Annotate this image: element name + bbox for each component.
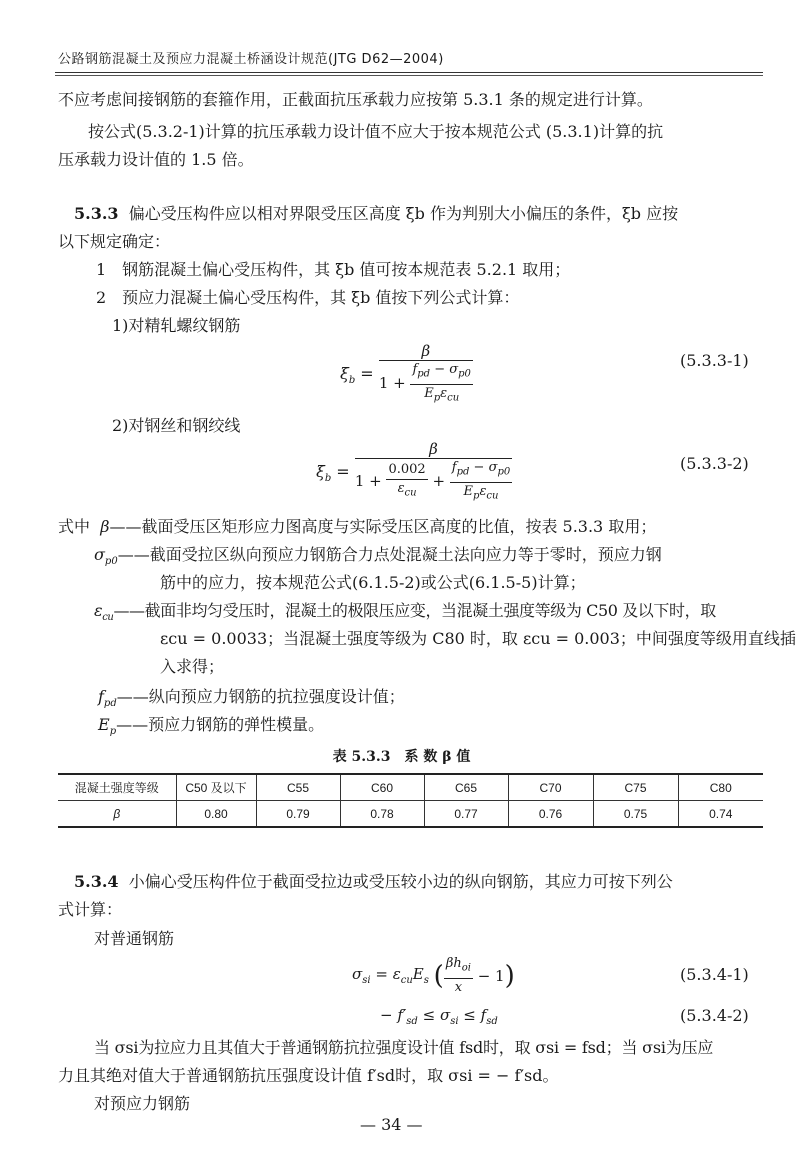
header-rule — [55, 75, 763, 76]
paragraph-line: 按公式(5.3.2-1)计算的抗压承载力设计值不应大于按本规范公式 (5.3.1)计算的抗 — [88, 122, 664, 141]
equation-number: (5.3.4-1) — [680, 965, 749, 984]
table-header-cell: C65 — [424, 774, 508, 801]
clause-text: 小偏心受压构件位于截面受拉边或受压较小边的纵向钢筋，其应力可按下列公 — [128, 872, 673, 891]
definition-line: 式中 β——截面受压区矩形应力图高度与实际受压区高度的比值，按表 5.3.3 取用； — [58, 517, 657, 536]
table-cell: 0.79 — [256, 801, 340, 828]
table-header-cell: C50 及以下 — [176, 774, 256, 801]
equation-number: (5.3.3-2) — [680, 454, 749, 473]
definition-text: ——截面非均匀受压时，混凝土的极限压应变，当混凝土强度等级为 C50 及以下时，取 — [113, 601, 716, 620]
table-cell: 0.80 — [176, 801, 256, 828]
formula-5-3-3-1: $\xi_b$ = β 1 + $\frac{f_{pd} - \sigma_{p0}}{E_p\varepsilon_{cu}}$ — [340, 342, 471, 404]
clause-number: 5.3.4 — [74, 872, 119, 891]
definition-line: $\varepsilon_{cu}——$截面非均匀受压时，混凝土的极限压应变，当混凝土强度等级为 C50 及以下时，取 — [94, 601, 716, 624]
paragraph-line: 不应考虑间接钢筋的套箍作用，正截面抗压承载力应按第 5.3.1 条的规定进行计算。 — [58, 90, 653, 109]
formula-5-3-3-2: $\xi_b$ = β 1 + $\frac{0.002}{\varepsilon_{cu}}$ + $\frac{f_{pd} - \sigma_{p0}}{E_p\varepsilon_{cu}}$ — [316, 440, 511, 502]
paragraph-line: 力且其绝对值大于普通钢筋抗压强度设计值 f′sd时，取 σsi = − f′sd。 — [58, 1066, 559, 1085]
table-header-cell: C75 — [593, 774, 678, 801]
paragraph-line: 式计算： — [58, 900, 123, 919]
formula-5-3-4-2: − $f'_{sd} \le \sigma_{si} \le f_{sd}$ — [380, 1006, 498, 1027]
sub-item: 对普通钢筋 — [94, 929, 175, 948]
sub-item: 对预应力钢筋 — [94, 1094, 191, 1113]
table-header-row — [58, 774, 763, 801]
table-header-cell: C60 — [340, 774, 424, 801]
definition-prefix: 式中 — [58, 517, 91, 536]
paragraph-line: 当 σsi为拉应力且其值大于普通钢筋抗拉强度设计值 fsd时，取 σsi = fsd；当 σsi为压应 — [94, 1038, 714, 1057]
list-item: 2 预应力混凝土偏心受压构件，其 ξb 值按下列公式计算： — [96, 288, 520, 307]
definition-text: ——纵向预应力钢筋的抗拉强度设计值； — [116, 687, 405, 706]
clause-5-3-4-line — [74, 868, 673, 896]
table-cell: 0.74 — [678, 801, 763, 828]
paragraph-line: 以下规定确定： — [58, 232, 171, 251]
definition-line: $E_p——$预应力钢筋的弹性模量。 — [98, 715, 325, 738]
definition-line: $\sigma_{p0}——$截面受拉区纵向预应力钢筋合力点处混凝土法向应力等于零时，预应力钢 — [94, 545, 662, 568]
page-number: — 34 — — [360, 1115, 423, 1134]
table-header-cell: C80 — [678, 774, 763, 801]
table-header-cell: C55 — [256, 774, 340, 801]
clause-5-3-3-line — [74, 200, 678, 228]
definition-line: $f_{pd}——$纵向预应力钢筋的抗拉强度设计值； — [98, 687, 405, 710]
table-cell: 0.76 — [508, 801, 593, 828]
list-item: 1 钢筋混凝土偏心受压构件，其 ξb 值可按本规范表 5.2.1 取用； — [96, 260, 571, 279]
equation-number: (5.3.4-2) — [680, 1006, 749, 1025]
definition-line: εcu = 0.0033；当混凝土强度等级为 C80 时，取 εcu = 0.003；中间强度等级用直线插 — [160, 629, 796, 648]
definition-text: ——截面受压区矩形应力图高度与实际受压区高度的比值，按表 5.3.3 取用； — [109, 517, 657, 536]
running-header: 公路钢筋混凝土及预应力混凝土桥涵设计规范(JTG D62—2004) — [58, 52, 444, 67]
table-cell: 0.75 — [593, 801, 678, 828]
sub-item: 2)对钢丝和钢绞线 — [112, 416, 241, 435]
definition-text: ——预应力钢筋的弹性模量。 — [116, 715, 325, 734]
table-header-cell: 混凝土强度等级 — [58, 774, 176, 801]
header-rule — [55, 72, 763, 73]
sub-item: 1)对精轧螺纹钢筋 — [112, 316, 241, 335]
clause-text: 偏心受压构件应以相对界限受压区高度 ξb 作为判别大小偏压的条件，ξb 应按 — [128, 204, 679, 223]
definition-text: ——截面受拉区纵向预应力钢筋合力点处混凝土法向应力等于零时，预应力钢 — [117, 545, 662, 564]
table-cell: 0.77 — [424, 801, 508, 828]
beta-coefficient-table — [58, 773, 763, 828]
clause-number: 5.3.3 — [74, 204, 119, 223]
table-row — [58, 801, 763, 828]
formula-5-3-4-1: $\sigma_{si} = \varepsilon_{cu}E_s$ ( $\frac{\beta h_{oi}}{x}$ − 1) — [352, 956, 515, 995]
definition-line: 筋中的应力，按本规范公式(6.1.5-2)或公式(6.1.5-5)计算； — [160, 573, 586, 592]
table-cell: β — [58, 801, 176, 828]
table-cell: 0.78 — [340, 801, 424, 828]
definition-line: 入求得； — [160, 657, 225, 676]
table-caption: 表 5.3.3 系 数 β 值 — [332, 749, 471, 765]
equation-number: (5.3.3-1) — [680, 351, 749, 370]
table-header-cell: C70 — [508, 774, 593, 801]
paragraph-line: 压承载力设计值的 1.5 倍。 — [58, 150, 254, 169]
formula-constant: 0.002 — [386, 461, 427, 480]
